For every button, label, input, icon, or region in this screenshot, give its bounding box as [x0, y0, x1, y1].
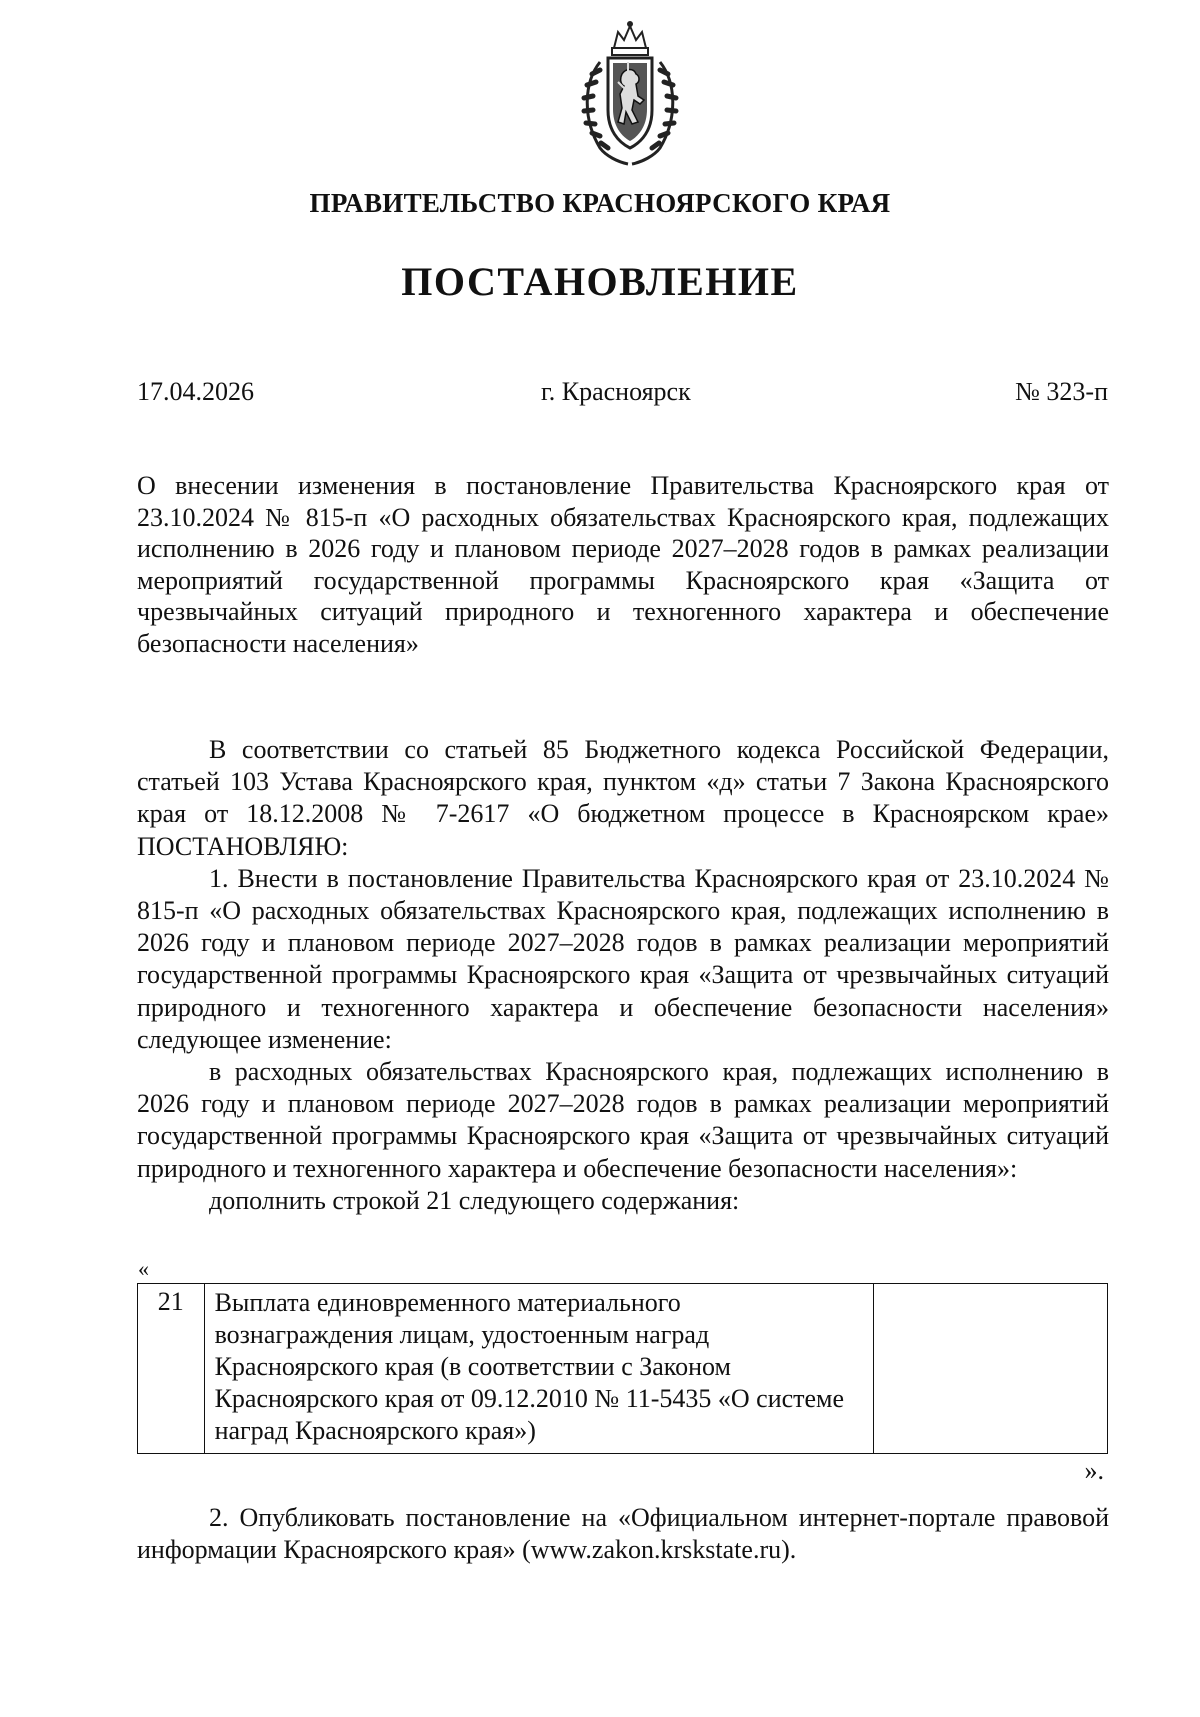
opening-quote: «: [138, 1256, 149, 1281]
document-body: [137, 734, 1109, 1217]
item-1-add-paragraph: дополнить строкой 21 следующего содержания:: [209, 1185, 740, 1215]
document-city: г. Красноярск: [541, 377, 691, 406]
item-1-sub-paragraph: в расходных обязательствах Красноярского края, подлежащих исполнению в 2026 году и плановом периоде 2027–2028 годов в рамках реализации мероприятий государственной программы Красноярского края «Защита от чрезвычайных ситуаций природного и техногенного характера и обеспечение безопасности населения»:: [137, 1057, 1109, 1183]
item-1-paragraph: 1. Внести в постановление Правительства Красноярского края от 23.10.2024 № 815-п «О расходных обязательствах Красноярского края, подлежащих исполнению в 2026 году и плановом периоде 2027–2028 годов в рамках реализации мероприятий государственной программы Красноярского края «Защита от чрезвычайных ситуаций природного и техногенного характера и обеспечение безопасности населения» следующее изменение:: [137, 863, 1109, 1054]
coat-of-arms-icon: [570, 18, 690, 168]
document-type-title: ПОСТАНОВЛЕНИЕ: [401, 259, 799, 304]
item-2-section: [137, 1502, 1109, 1566]
row-number-cell: 21: [138, 1284, 205, 1454]
document-date: 17.04.2026: [137, 377, 254, 406]
item-2-paragraph: 2. Опубликовать постановление на «Официальном интернет-портале правовой информации Красноярского края» (www.zakon.krskstate.ru).: [137, 1503, 1109, 1565]
row-value-cell: [873, 1284, 1107, 1454]
row-text-cell: Выплата единовременного материального вознаграждения лицам, удостоенным наград Красноярского края (в соответствии с Законом Красноярского края от 09.12.2010 № 11-5435 «О системе наград Красноярского края»): [204, 1284, 873, 1454]
amendment-table: [137, 1283, 1108, 1454]
closing-quote: ».: [1084, 1456, 1104, 1485]
table-row: [138, 1284, 1108, 1454]
government-name: ПРАВИТЕЛЬСТВО КРАСНОЯРСКОГО КРАЯ: [309, 188, 891, 218]
document-number: № 323-п: [1015, 377, 1108, 406]
preamble-paragraph: В соответствии со статьей 85 Бюджетного кодекса Российской Федерации, статьей 103 Устава Красноярского края, пунктом «д» статьи 7 Закона Красноярского края от 18.12.2008 № 7-2617 «О бюджетном процессе в Красноярском крае» ПОСТАНОВЛЯЮ:: [137, 735, 1109, 861]
document-subject: О внесении изменения в постановление Правительства Красноярского края от 23.10.2024 № 815-п «О расходных обязательствах Красноярского края, подлежащих исполнению в 2026 году и плановом периоде 2027–2028 годов в рамках реализации мероприятий государственной программы Красноярского края «Защита от чрезвычайных ситуаций природного и техногенного характера и обеспечение безопасности населения»: [137, 471, 1109, 658]
